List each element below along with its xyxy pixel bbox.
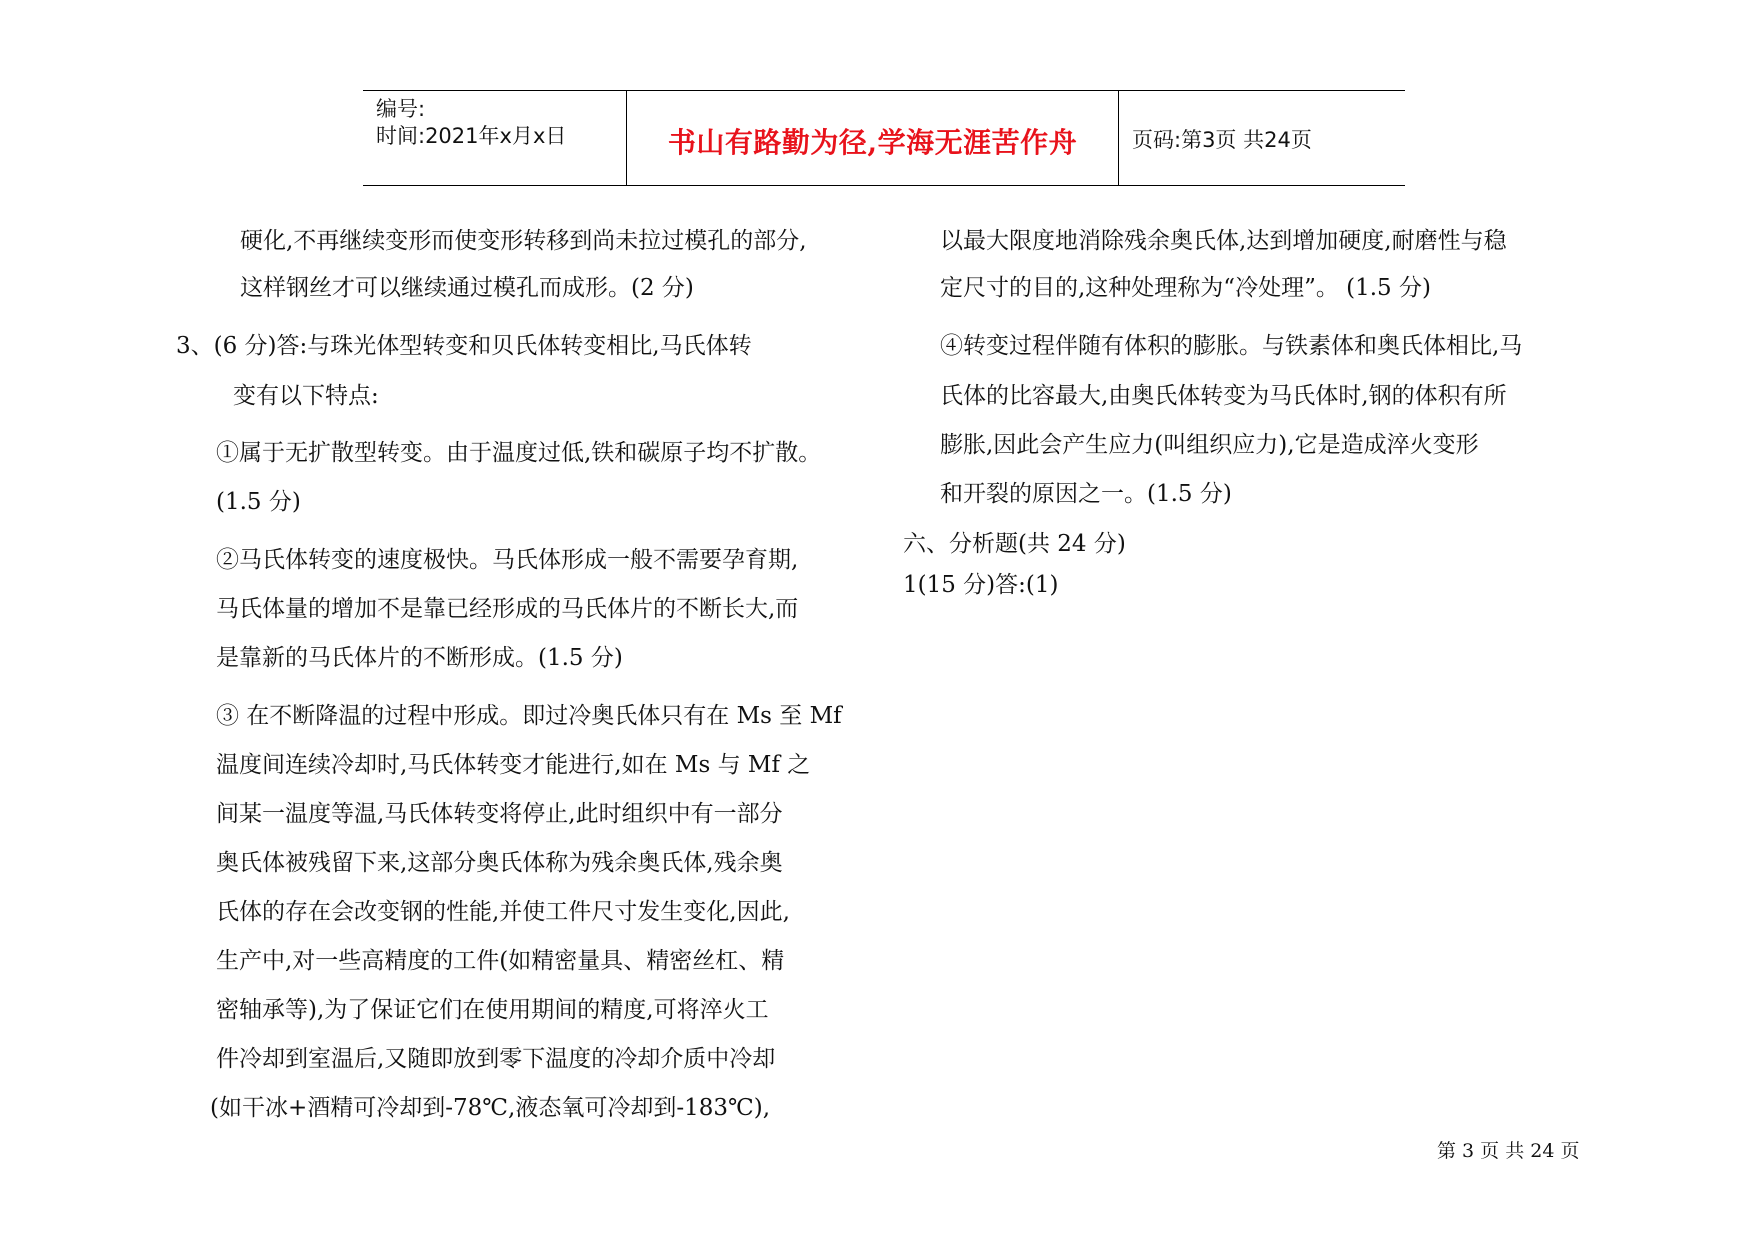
text-line: ④转变过程伴随有体积的膨胀。与铁素体和奥氏体相比,马 [940, 333, 1523, 359]
header-motto-cell [627, 91, 1119, 185]
text-line: 以最大限度地消除残余奥氏体,达到增加硬度,耐磨性与稳 [940, 228, 1507, 254]
text-line: 生产中,对一些高精度的工件(如精密量具、精密丝杠、精 [216, 948, 785, 974]
document-time-label: 时间:2021年x月x日 [376, 124, 567, 148]
text-line: ③ 在不断降温的过程中形成。即过冷奥氏体只有在 Ms 至 Mf [216, 703, 842, 729]
header-page-label: 页码:第3页 共24页 [1132, 128, 1312, 152]
text-line: 温度间连续冷却时,马氏体转变才能进行,如在 Ms 与 Mf 之 [216, 752, 811, 778]
text-line: ②马氏体转变的速度极快。马氏体形成一般不需要孕育期, [216, 547, 799, 573]
text-line: 奥氏体被残留下来,这部分奥氏体称为残余奥氏体,残余奥 [216, 850, 783, 876]
document-header [363, 90, 1405, 186]
text-line: (1.5 分) [216, 489, 301, 515]
text-line: 氏体的比容最大,由奥氏体转变为马氏体时,钢的体积有所 [940, 383, 1507, 409]
header-page-cell [1119, 91, 1405, 185]
text-line: 这样钢丝才可以继续通过模孔而成形。(2 分) [240, 275, 694, 301]
text-line: 和开裂的原因之一。(1.5 分) [940, 481, 1232, 507]
text-line: ①属于无扩散型转变。由于温度过低,铁和碳原子均不扩散。 [216, 440, 822, 466]
text-line: 马氏体量的增加不是靠已经形成的马氏体片的不断长大,而 [216, 596, 799, 622]
page-footer: 第 3 页 共 24 页 [1437, 1140, 1580, 1162]
text-line: 密轴承等),为了保证它们在使用期间的精度,可将淬火工 [216, 997, 769, 1023]
section-heading: 六、分析题(共 24 分) [903, 531, 1126, 557]
question-heading: 3、(6 分)答:与珠光体型转变和贝氏体转变相比,马氏体转 [176, 333, 752, 359]
text-line: 定尺寸的目的,这种处理称为“冷处理”。 (1.5 分) [940, 275, 1431, 301]
question-heading: 1(15 分)答:(1) [903, 572, 1059, 598]
header-motto: 书山有路勤为径,学海无涯苦作舟 [667, 126, 1078, 159]
text-line: 氏体的存在会改变钢的性能,并使工件尺寸发生变化,因此, [216, 899, 790, 925]
text-line: 变有以下特点: [233, 383, 379, 409]
text-line: 件冷却到室温后,又随即放到零下温度的冷却介质中冷却 [216, 1046, 776, 1072]
text-line: 硬化,不再继续变形而使变形转移到尚未拉过模孔的部分, [240, 228, 807, 254]
text-line: 间某一温度等温,马氏体转变将停止,此时组织中有一部分 [216, 801, 783, 827]
header-info-cell [363, 91, 627, 185]
text-line: 膨胀,因此会产生应力(叫组织应力),它是造成淬火变形 [940, 432, 1479, 458]
text-line: 是靠新的马氏体片的不断形成。(1.5 分) [216, 645, 623, 671]
text-line: (如干冰+酒精可冷却到-78℃,液态氧可冷却到-183℃), [210, 1095, 771, 1121]
document-number-label: 编号: [376, 97, 426, 121]
